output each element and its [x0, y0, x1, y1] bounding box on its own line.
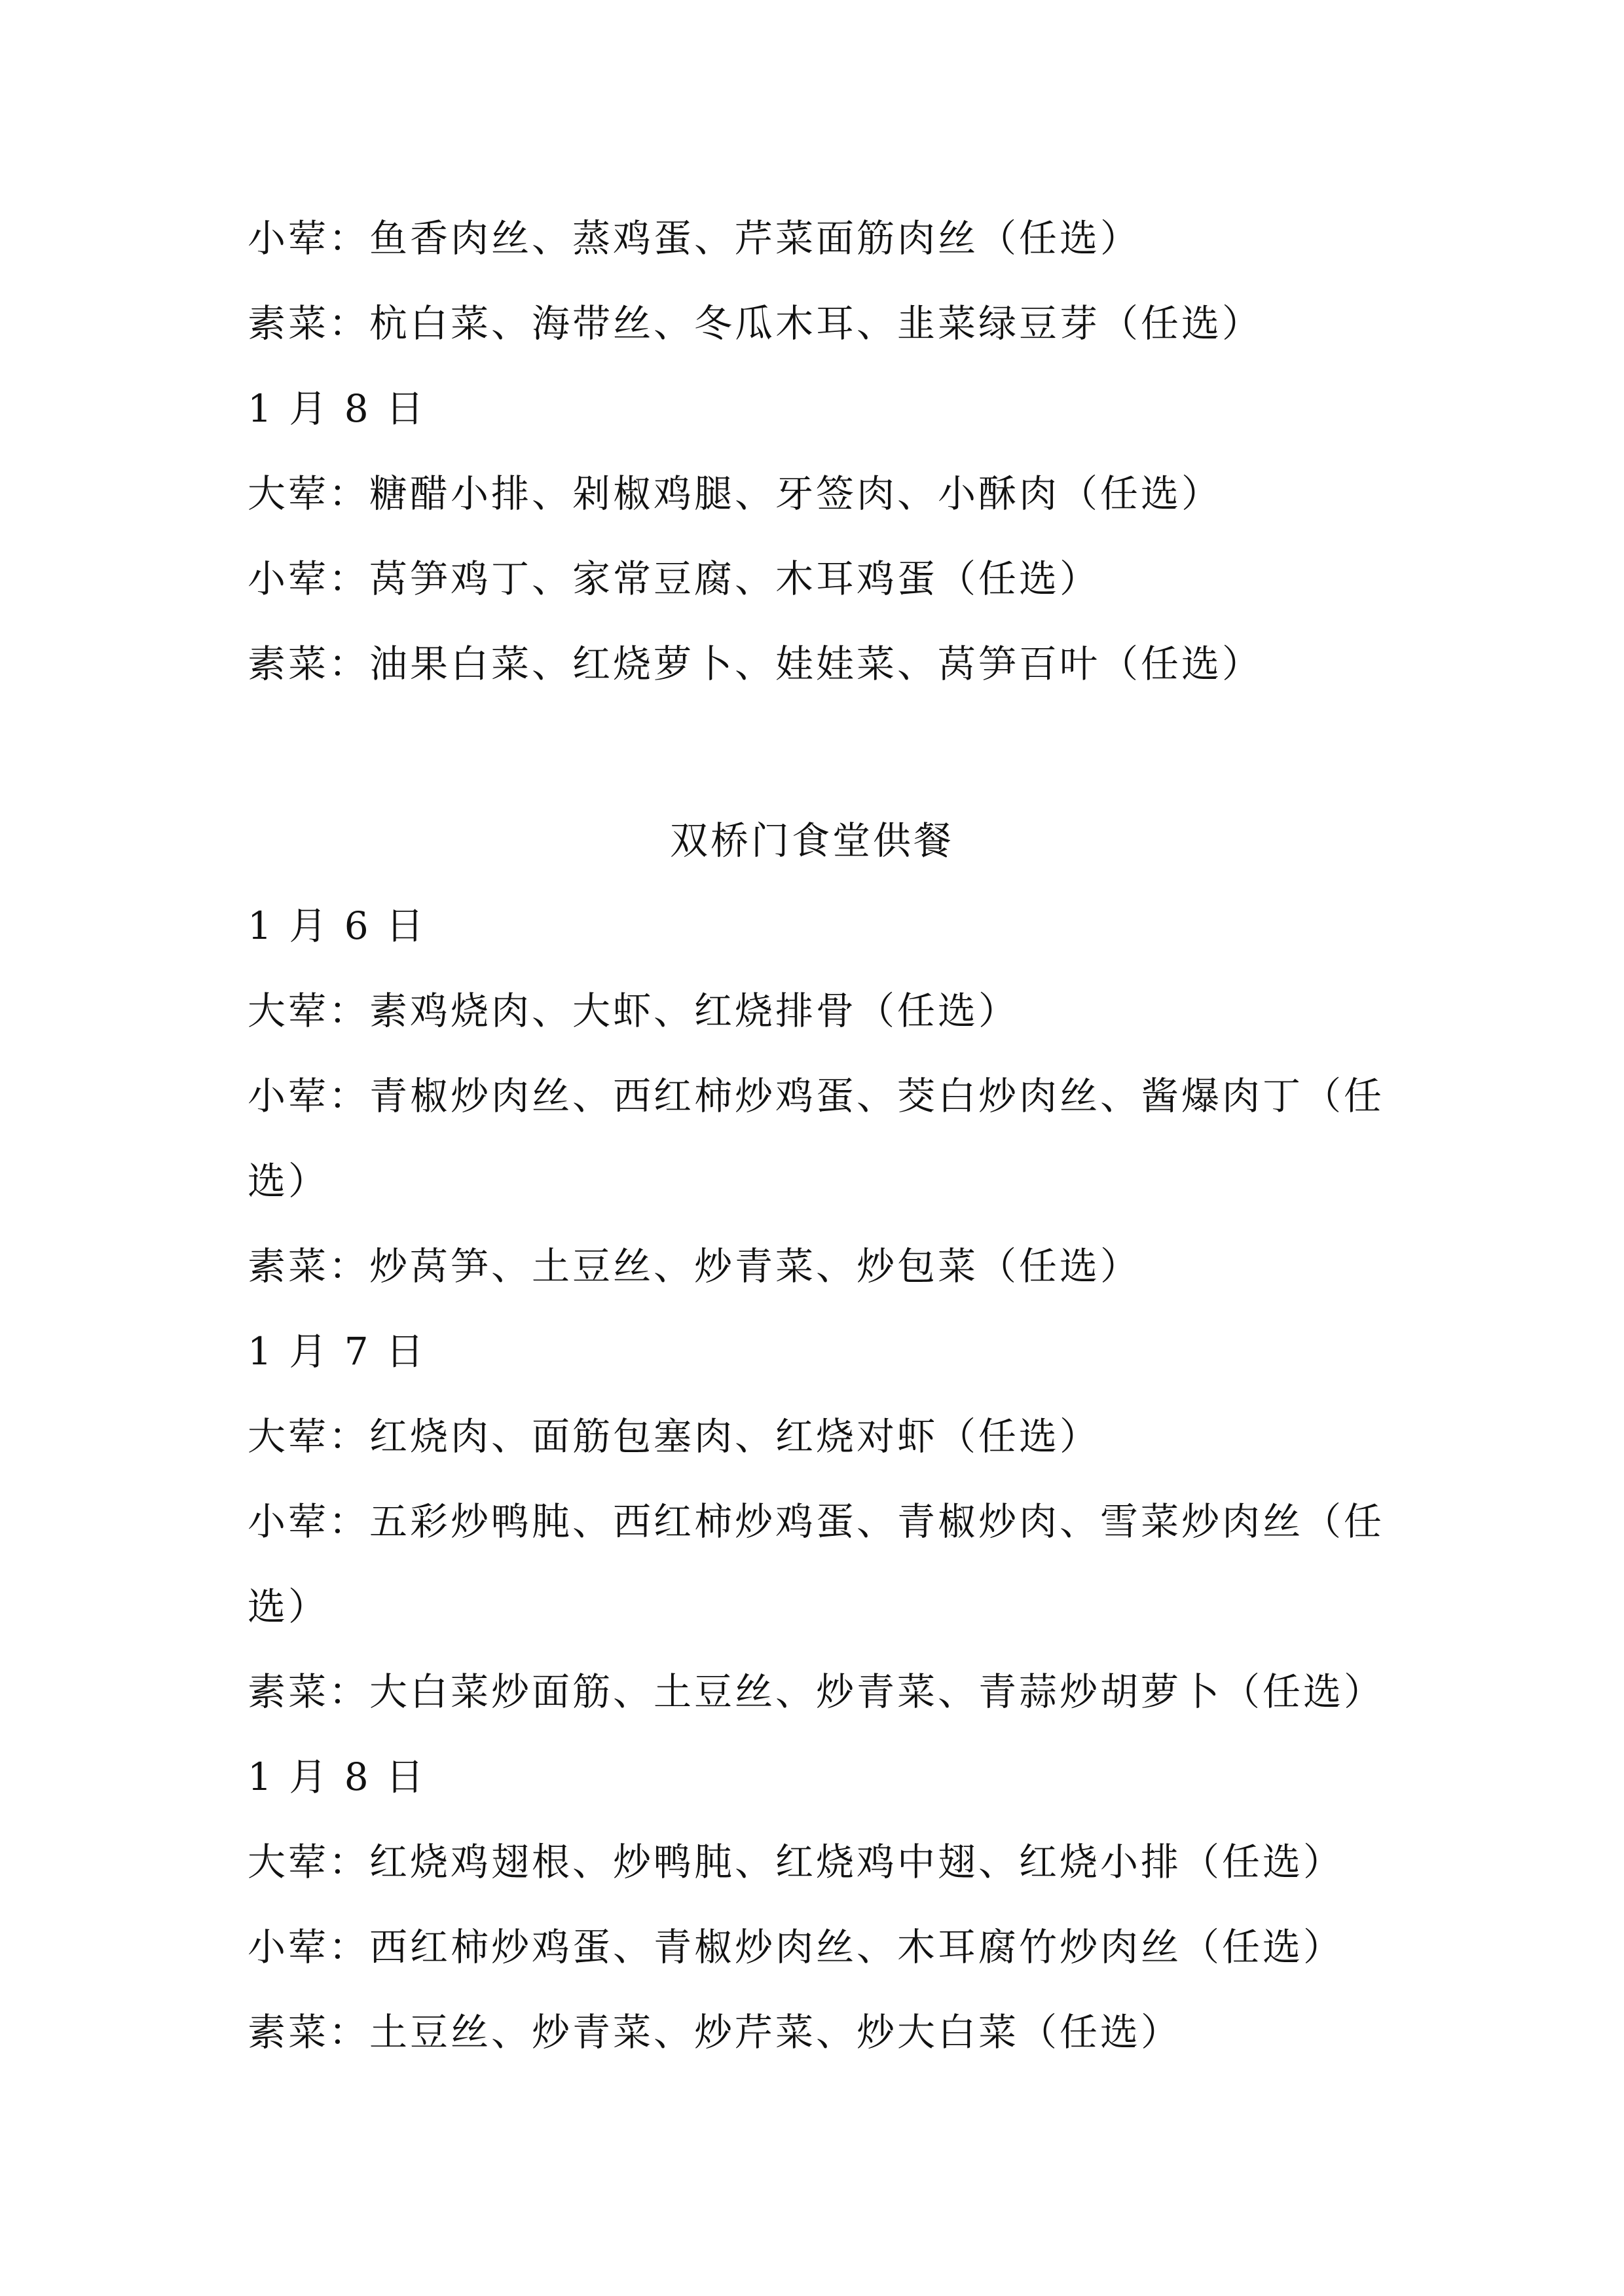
menu-line-vegetable: 素菜：大白菜炒面筋、土豆丝、炒青菜、青蒜炒胡萝卜（任选）	[248, 1669, 1385, 1714]
menu-line-continuation: 选）	[248, 1584, 329, 1629]
menu-line-small-meat: 小荤：鱼香肉丝、蒸鸡蛋、芹菜面筋肉丝（任选）	[248, 216, 1141, 261]
date-heading: 1 月 8 日	[248, 386, 427, 431]
menu-line-small-meat: 小荤：西红柿炒鸡蛋、青椒炒肉丝、木耳腐竹炒肉丝（任选）	[248, 1925, 1344, 1969]
menu-line-small-meat: 小荤：五彩炒鸭肫、西红柿炒鸡蛋、青椒炒肉、雪菜炒肉丝（任	[248, 1499, 1385, 1544]
menu-line-big-meat: 大荤：素鸡烧肉、大虾、红烧排骨（任选）	[248, 989, 1020, 1033]
date-heading: 1 月 8 日	[248, 1755, 427, 1799]
menu-line-small-meat: 小荤：青椒炒肉丝、西红柿炒鸡蛋、茭白炒肉丝、酱爆肉丁（任	[248, 1074, 1385, 1118]
menu-line-vegetable: 素菜：炒莴笋、土豆丝、炒青菜、炒包菜（任选）	[248, 1244, 1141, 1288]
menu-line-vegetable: 素菜：杭白菜、海带丝、冬瓜木耳、韭菜绿豆芽（任选）	[248, 301, 1263, 346]
date-heading: 1 月 7 日	[248, 1329, 427, 1374]
menu-line-big-meat: 大荤：红烧鸡翅根、炒鸭肫、红烧鸡中翅、红烧小排（任选）	[248, 1840, 1344, 1884]
menu-line-small-meat: 小荤：莴笋鸡丁、家常豆腐、木耳鸡蛋（任选）	[248, 556, 1101, 601]
menu-line-vegetable: 素菜：油果白菜、红烧萝卜、娃娃菜、莴笋百叶（任选）	[248, 642, 1263, 686]
menu-line-vegetable: 素菜：土豆丝、炒青菜、炒芹菜、炒大白菜（任选）	[248, 2010, 1182, 2054]
menu-line-big-meat: 大荤：红烧肉、面筋包塞肉、红烧对虾（任选）	[248, 1414, 1101, 1459]
date-heading: 1 月 6 日	[248, 903, 427, 948]
section-title: 双桥门食堂供餐	[669, 818, 954, 863]
menu-line-continuation: 选）	[248, 1159, 329, 1203]
menu-line-big-meat: 大荤：糖醋小排、剁椒鸡腿、牙签肉、小酥肉（任选）	[248, 471, 1223, 516]
